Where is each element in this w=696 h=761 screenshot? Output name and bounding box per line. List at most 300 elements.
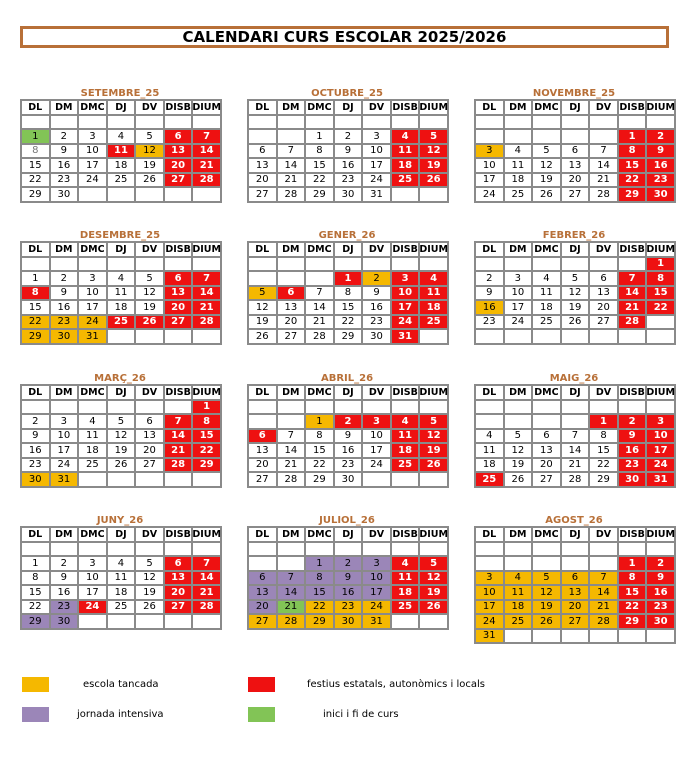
weekday-header: DIUM — [420, 243, 449, 258]
empty-cell — [420, 258, 449, 273]
day-cell: 14 — [278, 159, 307, 174]
day-cell: 13 — [533, 444, 562, 459]
day-cell: 2 — [647, 557, 676, 572]
day-cell: 5 — [420, 130, 449, 145]
day-cell: 19 — [533, 174, 562, 189]
day-cell: 17 — [505, 301, 534, 316]
day-cell: 9 — [647, 572, 676, 587]
weekday-header: DMC — [79, 528, 108, 543]
day-cell: 9 — [51, 287, 80, 302]
weekday-header: DISB — [392, 386, 421, 401]
day-cell: 28 — [278, 615, 307, 630]
day-cell: 12 — [249, 301, 278, 316]
empty-cell — [165, 473, 194, 488]
day-cell: 8 — [619, 572, 648, 587]
day-cell: 29 — [193, 459, 222, 474]
empty-cell — [420, 330, 449, 345]
empty-cell — [363, 473, 392, 488]
day-cell: 3 — [392, 272, 421, 287]
day-cell: 4 — [108, 557, 137, 572]
month-title: GENER_26 — [318, 230, 376, 241]
day-cell: 30 — [619, 473, 648, 488]
day-cell: 14 — [590, 159, 619, 174]
day-cell: 11 — [533, 287, 562, 302]
day-cell: 30 — [647, 615, 676, 630]
day-cell: 22 — [647, 301, 676, 316]
day-cell: 15 — [335, 301, 364, 316]
day-cell: 5 — [136, 130, 165, 145]
day-cell: 20 — [165, 586, 194, 601]
day-cell: 3 — [363, 557, 392, 572]
day-cell: 13 — [165, 572, 194, 587]
day-cell: 8 — [335, 287, 364, 302]
day-cell: 20 — [136, 444, 165, 459]
day-cell: 21 — [619, 301, 648, 316]
day-cell: 17 — [476, 601, 505, 616]
day-cell: 31 — [476, 630, 505, 645]
day-cell: 28 — [165, 459, 194, 474]
weekday-header: DJ — [562, 101, 591, 116]
empty-cell — [476, 401, 505, 416]
day-cell: 2 — [335, 130, 364, 145]
day-cell: 6 — [249, 430, 278, 445]
empty-cell — [619, 258, 648, 273]
day-cell: 7 — [306, 287, 335, 302]
empty-cell — [562, 415, 591, 430]
empty-cell — [647, 316, 676, 331]
weekday-header: DISB — [165, 528, 194, 543]
day-cell: 14 — [619, 287, 648, 302]
empty-cell — [79, 615, 108, 630]
day-cell: 27 — [590, 316, 619, 331]
weekday-header: DM — [278, 528, 307, 543]
legend-swatch — [248, 677, 275, 692]
day-cell: 19 — [505, 459, 534, 474]
day-cell: 24 — [647, 459, 676, 474]
day-cell: 25 — [505, 615, 534, 630]
day-cell: 5 — [505, 430, 534, 445]
day-cell: 20 — [278, 316, 307, 331]
empty-cell — [136, 543, 165, 558]
day-cell: 17 — [476, 174, 505, 189]
empty-cell — [22, 543, 51, 558]
day-cell: 8 — [22, 572, 51, 587]
weekday-header: DISB — [165, 101, 194, 116]
weekday-header: DJ — [335, 386, 364, 401]
day-cell: 24 — [79, 316, 108, 331]
day-cell: 22 — [619, 174, 648, 189]
empty-cell — [392, 401, 421, 416]
day-cell: 19 — [420, 444, 449, 459]
empty-cell — [22, 401, 51, 416]
weekday-header: DJ — [335, 101, 364, 116]
day-cell: 9 — [335, 430, 364, 445]
empty-cell — [165, 615, 194, 630]
day-cell: 27 — [278, 330, 307, 345]
day-cell: 22 — [306, 459, 335, 474]
day-cell: 30 — [51, 188, 80, 203]
day-cell: 18 — [108, 159, 137, 174]
empty-cell — [51, 116, 80, 131]
day-cell: 7 — [562, 430, 591, 445]
day-cell: 21 — [165, 444, 194, 459]
empty-cell — [79, 473, 108, 488]
day-cell: 25 — [79, 459, 108, 474]
day-cell: 18 — [505, 174, 534, 189]
day-cell: 31 — [363, 615, 392, 630]
day-cell: 3 — [476, 145, 505, 160]
day-cell: 1 — [306, 557, 335, 572]
empty-cell — [51, 258, 80, 273]
weekday-header: DV — [590, 101, 619, 116]
day-cell: 15 — [193, 430, 222, 445]
day-cell: 7 — [278, 430, 307, 445]
weekday-header: DJ — [335, 243, 364, 258]
weekday-header: DJ — [108, 386, 137, 401]
day-cell: 27 — [249, 615, 278, 630]
day-cell: 6 — [136, 415, 165, 430]
day-cell: 30 — [335, 188, 364, 203]
month-grid — [247, 241, 449, 345]
day-cell: 2 — [22, 415, 51, 430]
day-cell: 26 — [420, 174, 449, 189]
day-cell: 20 — [249, 174, 278, 189]
day-cell: 19 — [533, 601, 562, 616]
day-cell: 13 — [165, 145, 194, 160]
day-cell: 18 — [392, 586, 421, 601]
empty-cell — [108, 401, 137, 416]
weekday-header: DJ — [108, 528, 137, 543]
legend-item-holidays — [248, 677, 485, 692]
month-title: JUNY_26 — [96, 515, 144, 526]
empty-cell — [392, 543, 421, 558]
day-cell: 14 — [590, 586, 619, 601]
weekday-header: DJ — [108, 101, 137, 116]
empty-cell — [562, 401, 591, 416]
empty-cell — [647, 116, 676, 131]
empty-cell — [420, 188, 449, 203]
day-cell: 21 — [590, 174, 619, 189]
weekday-header: DISB — [619, 101, 648, 116]
day-cell: 22 — [590, 459, 619, 474]
weekday-header: DL — [22, 101, 51, 116]
day-cell: 11 — [392, 572, 421, 587]
day-cell: 6 — [590, 272, 619, 287]
month-grid — [20, 384, 222, 488]
day-cell: 15 — [647, 287, 676, 302]
empty-cell — [249, 415, 278, 430]
empty-cell — [505, 116, 534, 131]
empty-cell — [306, 543, 335, 558]
weekday-header: DV — [363, 528, 392, 543]
weekday-header: DV — [363, 243, 392, 258]
day-cell: 8 — [306, 430, 335, 445]
day-cell: 13 — [136, 430, 165, 445]
day-cell: 5 — [420, 415, 449, 430]
weekday-header: DM — [51, 528, 80, 543]
day-cell: 16 — [647, 159, 676, 174]
weekday-header: DJ — [562, 386, 591, 401]
empty-cell — [108, 543, 137, 558]
weekday-header: DIUM — [647, 386, 676, 401]
day-cell: 13 — [249, 159, 278, 174]
day-cell: 12 — [108, 430, 137, 445]
empty-cell — [505, 401, 534, 416]
month-title: MARÇ_26 — [94, 373, 146, 384]
day-cell: 14 — [306, 301, 335, 316]
day-cell: 18 — [108, 301, 137, 316]
day-cell: 25 — [108, 174, 137, 189]
weekday-header: DISB — [165, 243, 194, 258]
weekday-header: DIUM — [420, 386, 449, 401]
weekday-header: DL — [22, 528, 51, 543]
day-cell: 21 — [306, 316, 335, 331]
empty-cell — [562, 330, 591, 345]
day-cell: 1 — [619, 130, 648, 145]
weekday-header: DMC — [79, 243, 108, 258]
day-cell: 27 — [165, 174, 194, 189]
day-cell: 25 — [420, 316, 449, 331]
empty-cell — [306, 116, 335, 131]
day-cell: 9 — [51, 145, 80, 160]
day-cell: 29 — [22, 615, 51, 630]
day-cell: 4 — [505, 145, 534, 160]
day-cell: 1 — [22, 272, 51, 287]
empty-cell — [505, 415, 534, 430]
empty-cell — [562, 630, 591, 645]
day-cell: 10 — [392, 287, 421, 302]
day-cell: 26 — [533, 615, 562, 630]
day-cell: 27 — [533, 473, 562, 488]
day-cell: 21 — [193, 586, 222, 601]
legend-swatch — [22, 677, 49, 692]
day-cell: 4 — [108, 130, 137, 145]
legend-swatch — [248, 707, 275, 722]
day-cell: 17 — [363, 444, 392, 459]
day-cell: 11 — [79, 430, 108, 445]
weekday-header: DJ — [108, 243, 137, 258]
empty-cell — [590, 543, 619, 558]
empty-cell — [363, 543, 392, 558]
empty-cell — [392, 258, 421, 273]
day-cell: 1 — [619, 557, 648, 572]
day-cell: 26 — [505, 473, 534, 488]
day-cell: 25 — [392, 174, 421, 189]
day-cell: 14 — [193, 287, 222, 302]
weekday-header: DMC — [79, 386, 108, 401]
day-cell: 27 — [562, 188, 591, 203]
day-cell: 11 — [420, 287, 449, 302]
month-title: JULIOL_26 — [319, 515, 375, 526]
day-cell: 14 — [278, 444, 307, 459]
day-cell: 13 — [249, 586, 278, 601]
empty-cell — [619, 543, 648, 558]
month-grid — [247, 99, 449, 203]
day-cell: 9 — [476, 287, 505, 302]
day-cell: 23 — [335, 459, 364, 474]
day-cell: 6 — [165, 557, 194, 572]
day-cell: 5 — [533, 145, 562, 160]
empty-cell — [249, 116, 278, 131]
day-cell: 15 — [306, 444, 335, 459]
day-cell: 5 — [108, 415, 137, 430]
day-cell: 31 — [392, 330, 421, 345]
day-cell: 4 — [420, 272, 449, 287]
day-cell: 26 — [136, 174, 165, 189]
empty-cell — [278, 272, 307, 287]
day-cell: 22 — [335, 316, 364, 331]
day-cell: 18 — [533, 301, 562, 316]
day-cell: 2 — [335, 557, 364, 572]
weekday-header: DMC — [533, 101, 562, 116]
day-cell: 4 — [392, 130, 421, 145]
day-cell: 10 — [51, 430, 80, 445]
day-cell: 17 — [51, 444, 80, 459]
empty-cell — [193, 615, 222, 630]
empty-cell — [108, 116, 137, 131]
day-cell: 20 — [165, 301, 194, 316]
day-cell: 28 — [590, 188, 619, 203]
day-cell: 11 — [505, 159, 534, 174]
day-cell: 27 — [136, 459, 165, 474]
empty-cell — [420, 116, 449, 131]
empty-cell — [79, 543, 108, 558]
day-cell: 7 — [590, 572, 619, 587]
empty-cell — [533, 415, 562, 430]
empty-cell — [136, 188, 165, 203]
empty-cell — [249, 401, 278, 416]
day-cell: 7 — [590, 145, 619, 160]
day-cell: 3 — [79, 130, 108, 145]
empty-cell — [647, 630, 676, 645]
day-cell: 15 — [619, 586, 648, 601]
day-cell: 15 — [590, 444, 619, 459]
day-cell: 20 — [249, 601, 278, 616]
empty-cell — [562, 130, 591, 145]
weekday-header: DIUM — [193, 386, 222, 401]
day-cell: 23 — [22, 459, 51, 474]
day-cell: 7 — [278, 145, 307, 160]
day-cell: 21 — [193, 301, 222, 316]
day-cell: 22 — [306, 174, 335, 189]
empty-cell — [79, 258, 108, 273]
month-grid — [20, 99, 222, 203]
day-cell: 29 — [335, 330, 364, 345]
day-cell: 25 — [505, 188, 534, 203]
day-cell: 2 — [335, 415, 364, 430]
day-cell: 3 — [363, 130, 392, 145]
weekday-header: DL — [476, 243, 505, 258]
day-cell: 29 — [22, 330, 51, 345]
day-cell: 4 — [533, 272, 562, 287]
day-cell: 31 — [647, 473, 676, 488]
empty-cell — [278, 543, 307, 558]
weekday-header: DIUM — [193, 243, 222, 258]
page-title: CALENDARI CURS ESCOLAR 2025/2026 — [20, 26, 669, 48]
day-cell: 19 — [249, 316, 278, 331]
day-cell: 27 — [562, 615, 591, 630]
weekday-header: DJ — [335, 528, 364, 543]
day-cell: 2 — [51, 272, 80, 287]
day-cell: 7 — [278, 572, 307, 587]
day-cell: 8 — [306, 145, 335, 160]
day-cell: 19 — [136, 586, 165, 601]
empty-cell — [51, 401, 80, 416]
day-cell: 3 — [79, 557, 108, 572]
day-cell: 14 — [193, 145, 222, 160]
empty-cell — [165, 116, 194, 131]
empty-cell — [136, 401, 165, 416]
day-cell: 30 — [51, 330, 80, 345]
weekday-header: DV — [136, 528, 165, 543]
empty-cell — [562, 258, 591, 273]
day-cell: 25 — [108, 601, 137, 616]
day-cell: 18 — [392, 444, 421, 459]
empty-cell — [505, 543, 534, 558]
day-cell: 11 — [392, 430, 421, 445]
empty-cell — [619, 401, 648, 416]
empty-cell — [562, 116, 591, 131]
day-cell: 12 — [136, 572, 165, 587]
weekday-header: DM — [505, 386, 534, 401]
day-cell: 5 — [562, 272, 591, 287]
day-cell: 20 — [533, 459, 562, 474]
day-cell: 17 — [363, 159, 392, 174]
empty-cell — [306, 272, 335, 287]
day-cell: 22 — [306, 601, 335, 616]
day-cell: 4 — [476, 430, 505, 445]
day-cell: 17 — [79, 586, 108, 601]
empty-cell — [505, 630, 534, 645]
day-cell: 8 — [590, 430, 619, 445]
empty-cell — [193, 188, 222, 203]
day-cell: 30 — [22, 473, 51, 488]
weekday-header: DMC — [306, 101, 335, 116]
weekday-header: DM — [505, 528, 534, 543]
weekday-header: DIUM — [193, 101, 222, 116]
empty-cell — [249, 258, 278, 273]
weekday-header: DIUM — [647, 528, 676, 543]
month-title: FEBRER_26 — [542, 230, 606, 241]
legend-item-intensive — [22, 707, 164, 722]
day-cell: 26 — [108, 459, 137, 474]
day-cell: 15 — [306, 586, 335, 601]
day-cell: 10 — [79, 287, 108, 302]
day-cell: 1 — [22, 130, 51, 145]
month-title: AGOST_26 — [545, 515, 603, 526]
day-cell: 2 — [619, 415, 648, 430]
day-cell: 28 — [278, 473, 307, 488]
weekday-header: DMC — [306, 386, 335, 401]
empty-cell — [249, 557, 278, 572]
empty-cell — [562, 543, 591, 558]
day-cell: 29 — [619, 188, 648, 203]
weekday-header: DL — [249, 528, 278, 543]
empty-cell — [363, 401, 392, 416]
day-cell: 18 — [392, 159, 421, 174]
day-cell: 9 — [22, 430, 51, 445]
day-cell: 18 — [505, 601, 534, 616]
empty-cell — [51, 543, 80, 558]
day-cell: 6 — [278, 287, 307, 302]
day-cell: 24 — [79, 174, 108, 189]
day-cell: 19 — [562, 301, 591, 316]
day-cell: 31 — [79, 330, 108, 345]
empty-cell — [335, 116, 364, 131]
day-cell: 10 — [363, 572, 392, 587]
empty-cell — [392, 116, 421, 131]
day-cell: 25 — [108, 316, 137, 331]
